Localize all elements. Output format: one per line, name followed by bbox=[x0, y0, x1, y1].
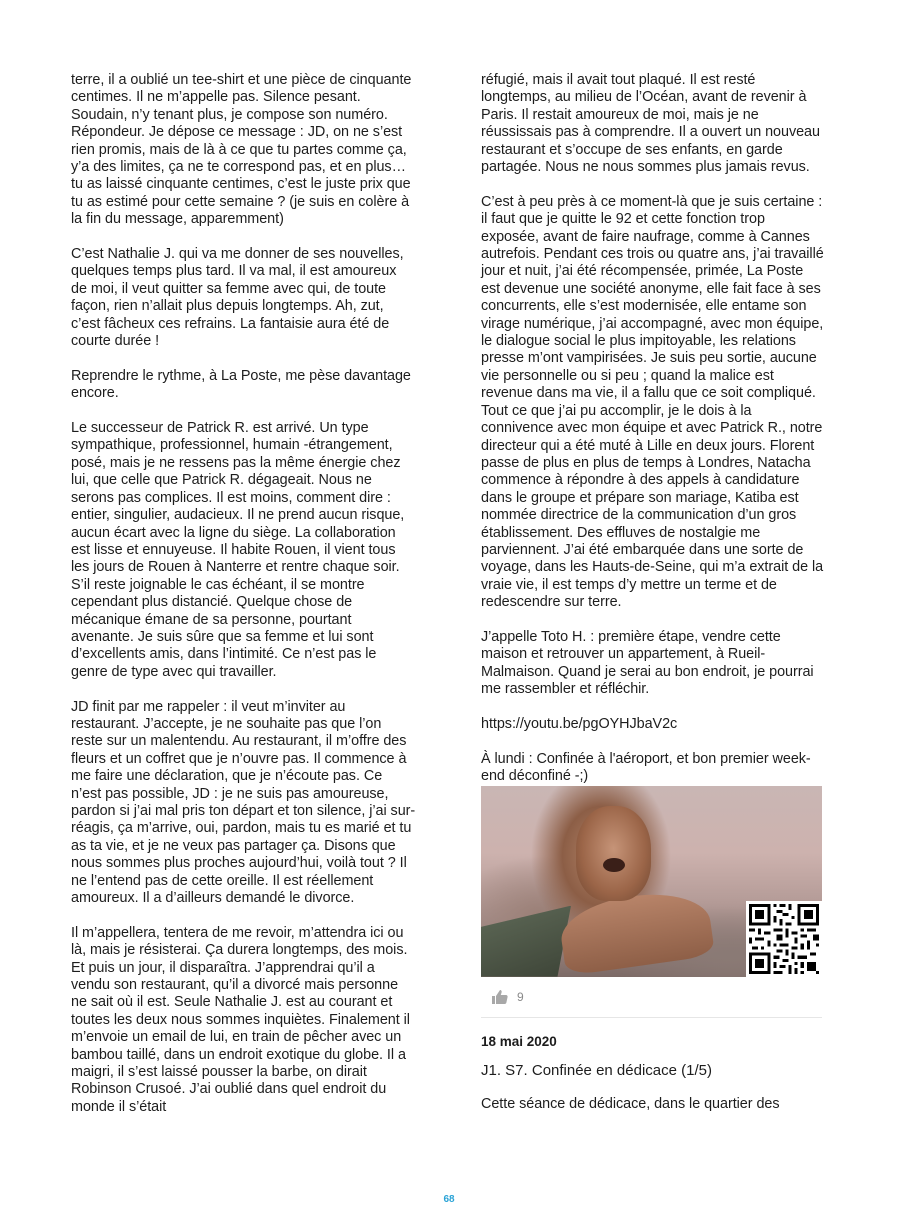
paragraph: Il m’appellera, tentera de me revoir, m’attendra ici ou là, mais je résisterai. Ça durera longtemps, des mois. Et puis un jour, il disparaîtra. J’apprendrai qu’il a vendu son restaurant, qu’il a divorcé mais personne ne sait où il est. Seule Nathalie J. est au courant et toutes les deux nous sommes inquiètes. Finalement il m’envoie un email de lui, en train de pêcher avec un bambou taillé, dans un endroit exotique du globe. Il a maigri, il s’est laissé pousser la barbe, on dirait Robinson Crusoé. J’ai oublié dans quel endroit du monde il s’était bbox=[71, 924, 410, 1115]
likes-bar bbox=[481, 977, 822, 1018]
paragraph: C’est Nathalie J. qui va me donner de ses nouvelles, quelques temps plus tard. Il va mal, il est amoureux de moi, il veut quitter sa femme avec qui, de toute façon, rien n’allait plus depuis longtemps. Ah, zut, c’est fâcheux ces refrains. La fantaisie aura été de courte durée ! bbox=[71, 246, 404, 350]
paragraph: terre, il a oublié un tee-shirt et une pièce de cinquante centimes. Il ne m’appelle pas. Silence pesant. Soudain, n’y tenant plus, je compose son numéro. Répondeur. Je dépose ce message : JD, on ne s’est rien promis, mais de là à ce que tu partes comme ça, y’a des limites, ça ne te correspond pas, et en plus… tu as laissé cinquante centimes, c’est le juste prix que tu as estimé pour cette semaine ? (je suis en colère à la fin du message, apparemment) bbox=[71, 72, 412, 228]
page-number: 68 bbox=[443, 1194, 455, 1205]
qr-code[interactable] bbox=[746, 901, 822, 977]
face-shape bbox=[576, 806, 651, 901]
boat-shape bbox=[481, 906, 571, 977]
youtube-link[interactable]: https://youtu.be/pgOYHJbaV2c bbox=[481, 715, 678, 732]
paragraph: réfugié, mais il avait tout plaqué. Il est resté longtemps, au milieu de l’Océan, avant de revenir à Paris. Il restait amoureux de moi, mais je ne réussissais pas à comprendre. Il a ouvert un nouveau restaurant et s’occupe de ses enfants, en garde partagée. Nous ne nous sommes plus jamais revus. bbox=[481, 72, 820, 176]
paragraph: À lundi : Confinée à l'aéroport, et bon premier week-end déconfiné -;) bbox=[481, 750, 811, 785]
post-intro: Cette séance de dédicace, dans le quartier des bbox=[481, 1095, 780, 1112]
post-date: 18 mai 2020 bbox=[481, 1033, 557, 1049]
likes-count: 9 bbox=[517, 989, 524, 1004]
paragraph: Le successeur de Patrick R. est arrivé. Un type sympathique, professionnel, humain -étrangement, posé, mais je ne ressens pas la même énergie chez lui, que celle que Patrick R. dégageait. Nous ne serons pas complices. Il est moins, comment dire : entier, singulier, audacieux. Il ne prend aucun risque, aucun écart avec la ligne du siège. La collaboration est lisse et ennuyeuse. Il habite Rouen, il vient tous les jours de Rouen à Nanterre et rentre chaque soir. S’il reste joignable le cas échéant, il se montre cependant plus distancié. Quelque chose de mécanique émane de sa personne, pourtant avenante. Je suis sûre que sa femme et lui sont d’excellents amis, dans l’intimité. Ce n’est pas le genre de type avec qui travailler. bbox=[71, 420, 405, 680]
mouth-shape bbox=[603, 858, 625, 872]
left-column bbox=[71, 72, 416, 1116]
castaway-photo bbox=[481, 786, 822, 977]
thumbs-up-icon[interactable] bbox=[491, 989, 509, 1005]
paragraph: Reprendre le rythme, à La Poste, me pèse davantage encore. bbox=[71, 367, 411, 402]
paragraph: J’appelle Toto H. : première étape, vendre cette maison et retrouver un appartement, à Rueil-Malmaison. Quand je serai au bon endroit, je pourrai me rassembler et réfléchir. bbox=[481, 628, 814, 698]
right-column bbox=[481, 72, 826, 1113]
post-title[interactable]: J1. S7. Confinée en dédicace (1/5) bbox=[481, 1061, 712, 1079]
arm-shape bbox=[557, 885, 715, 975]
paragraph: JD finit par me rappeler : il veut m’inviter au restaurant. J’accepte, je ne souhaite pas que l’on reste sur un malentendu. Au restaurant, il m’offre des fleurs et un coffret que je n’ouvre pas. Il commence à me faire une déclaration, que je n’écoute pas. Ce n’est pas possible, JD : je ne suis pas amoureuse, pardon si j’ai mal pris ton départ et ton silence, j’ai sur-réagis, ça m’arrive, oui, pardon, mais tu es marié et tu as ta vie, et je ne veux pas partager ça. Disons que nous sommes plus proches aujourd’hui, voilà tout ? Il ne l’entend pas de cette oreille. Il est réellement amoureux. Il a d’ailleurs demandé le divorce. bbox=[71, 698, 416, 907]
paragraph: C’est à peu près à ce moment-là que je suis certaine : il faut que je quitte le 92 et cette fonction trop exposée, avant de faire naufrage, comme à Cannes autrefois. Pendant ces trois ou quatre ans, j’ai travaillé jour et nuit, j’ai été récompensée, primée, La Poste est devenue une société anonyme, elle fait face à ses concurrents, elle s’est modernisée, elle entame son virage numérique, j’ai accompagné, avec mon équipe, le dialogue social le plus impitoyable, les relations presse m’ont vampirisées. Je suis peu sortie, aucune vie personnelle ou si peu ; quand la malice est revenue dans ma vie, il a fallu que ce soit compliqué. Tout ce que j’ai pu accomplir, je le dois à la connivence avec mon équipe et avec Patrick R., notre directeur qui a été muté à Lille en deux jours. Florent passe de plus en plus de temps à Londres, Natacha commence à répondre à des appels à candidature dans le groupe et prépare son mariage, Katiba est nommée directrice de la communication d’un gros établissement. Des effluves de nostalgie me parviennent. J’ai été embarquée dans une sorte de voyage, dans les Hauts-de-Seine, qui m’a extrait de la vraie vie, il est temps d’y mettre un terme et de redescendre sur terre. bbox=[481, 193, 824, 611]
